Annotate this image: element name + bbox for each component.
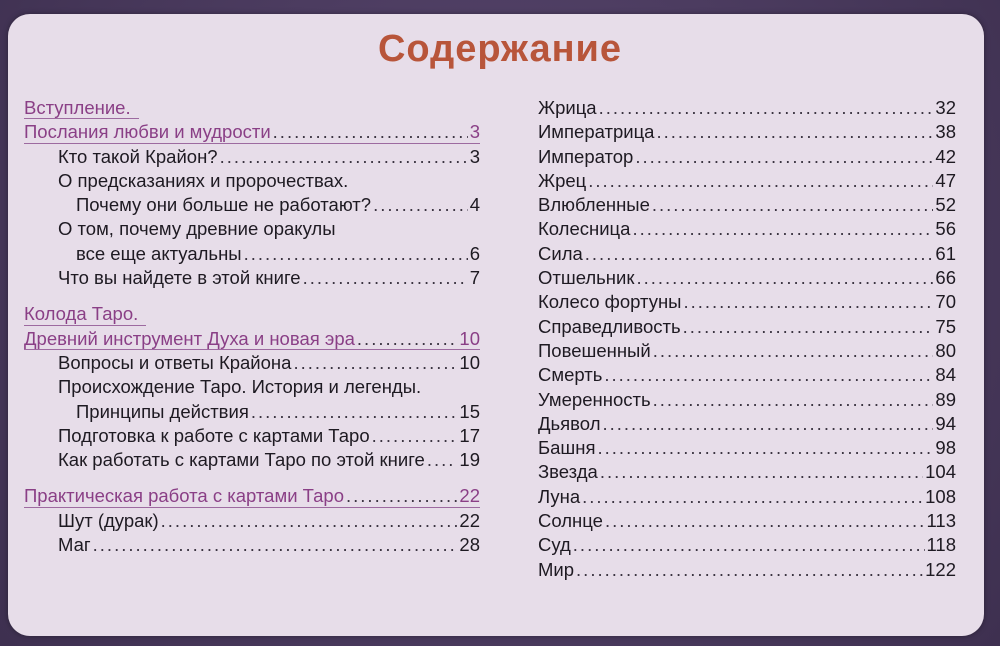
page-number: 56	[935, 218, 956, 240]
entry-title: Суд	[538, 534, 571, 556]
entry-title: Послания любви и мудрости	[24, 121, 271, 143]
entry-title: Вопросы и ответы Крайона	[58, 351, 292, 373]
entry-title: Шут (дурак)	[58, 509, 159, 531]
dot-leader	[576, 558, 923, 582]
page-number: 84	[935, 364, 956, 386]
entry-title: Жрица	[538, 97, 597, 118]
toc-entry	[538, 169, 956, 193]
dot-leader	[588, 169, 933, 193]
entry-title: Умеренность	[538, 388, 651, 410]
page-number: 42	[935, 145, 956, 167]
toc-entry	[538, 120, 956, 144]
entry-title: Отшельник	[538, 267, 635, 289]
entry-title: Колода Таро.	[24, 303, 139, 325]
dot-leader	[293, 351, 457, 375]
entry-title: все еще актуальны	[76, 242, 242, 264]
page-number: 80	[935, 339, 956, 361]
toc-entry	[24, 242, 480, 266]
section-heading	[24, 302, 480, 326]
toc-entry	[24, 266, 480, 290]
entry-title: Колесница	[538, 218, 631, 240]
dot-leader	[244, 242, 468, 266]
entry-title: Звезда	[538, 461, 598, 483]
page-title: Содержание	[377, 28, 623, 70]
entry-title: Справедливость	[538, 315, 681, 337]
page-number: 113	[926, 510, 956, 532]
dot-leader	[373, 193, 468, 217]
entry-title: Вступление.	[24, 97, 131, 118]
entry-title: Древний инструмент Духа и новая эра	[24, 327, 355, 349]
entry-title: Солнце	[538, 510, 603, 532]
section-underline	[24, 143, 480, 144]
toc-entry	[538, 339, 956, 363]
toc-entry	[538, 193, 956, 217]
entry-title: Подготовка к работе с картами Таро	[58, 424, 370, 446]
entry-title: Сила	[538, 242, 583, 264]
toc-entry	[24, 193, 480, 217]
section-underline	[24, 507, 480, 508]
page-number: 61	[935, 242, 956, 264]
dot-leader	[251, 400, 458, 424]
section-entry	[24, 484, 480, 508]
page-number: 104	[925, 461, 956, 483]
toc-entry	[538, 558, 956, 582]
toc-entry	[538, 388, 956, 412]
entry-title: Дьявол	[538, 412, 601, 434]
page-number: 10	[459, 351, 480, 373]
entry-title: Как работать с картами Таро по этой книге	[58, 449, 425, 471]
dot-leader	[656, 120, 933, 144]
toc-entry-line	[24, 169, 480, 193]
entry-title: Повешенный	[538, 339, 651, 361]
toc-entry-line	[24, 217, 480, 241]
dot-leader	[605, 509, 925, 533]
dot-leader	[427, 448, 458, 472]
section-gap	[24, 472, 480, 484]
section-heading	[24, 96, 480, 120]
toc-entry	[24, 448, 480, 472]
dot-leader	[683, 315, 934, 339]
entry-title: О предсказаниях и пророчествах.	[58, 169, 349, 191]
page-number: 98	[935, 437, 956, 459]
toc-entry	[538, 436, 956, 460]
dot-leader	[220, 145, 468, 169]
toc-entry	[538, 145, 956, 169]
toc-entry	[24, 424, 480, 448]
toc-entry	[24, 533, 480, 557]
page-number: 6	[469, 242, 480, 264]
dot-leader	[161, 509, 458, 533]
page-number: 94	[935, 412, 956, 434]
toc-entry	[538, 412, 956, 436]
section-underline	[24, 118, 139, 119]
toc-entry	[538, 290, 956, 314]
entry-title: Императрица	[538, 121, 655, 143]
page-number: 118	[926, 534, 956, 556]
toc-entry	[538, 96, 956, 120]
page-number: 10	[459, 327, 480, 349]
page-number: 38	[935, 121, 956, 143]
dot-leader	[357, 327, 458, 351]
entry-title: Жрец	[538, 169, 587, 191]
toc-entry	[538, 242, 956, 266]
dot-leader	[599, 96, 934, 120]
toc-entry	[538, 217, 956, 241]
dot-leader	[653, 339, 934, 363]
toc-entry	[24, 351, 480, 375]
dot-leader	[600, 460, 923, 484]
section-gap	[24, 290, 480, 302]
dot-leader	[632, 217, 933, 241]
dot-leader	[372, 424, 458, 448]
dot-leader	[683, 290, 933, 314]
entry-title: Мир	[538, 558, 575, 580]
page-number: 7	[469, 267, 480, 289]
entry-title: О том, почему древние оракулы	[58, 218, 336, 240]
page-number: 17	[459, 424, 480, 446]
contents-left-column	[24, 96, 480, 557]
entry-title: Маг	[58, 534, 91, 556]
page-number: 70	[935, 291, 956, 313]
dot-leader	[636, 266, 933, 290]
contents-right-column	[538, 96, 956, 582]
entry-title: Смерть	[538, 364, 603, 386]
page-number: 52	[935, 194, 956, 216]
dot-leader	[573, 533, 925, 557]
entry-title: Принципы действия	[76, 400, 249, 422]
section-underline	[24, 349, 480, 350]
toc-entry-line	[24, 375, 480, 399]
entry-title: Луна	[538, 485, 581, 507]
page-number: 66	[935, 267, 956, 289]
section-underline	[24, 325, 146, 326]
entry-title: Колесо фортуны	[538, 291, 682, 313]
entry-title: Почему они больше не работают?	[76, 194, 372, 216]
page-number: 28	[459, 534, 480, 556]
page-number: 47	[935, 169, 956, 191]
dot-leader	[602, 412, 933, 436]
toc-entry	[24, 400, 480, 424]
dot-leader	[604, 363, 933, 387]
page-number: 22	[459, 485, 480, 507]
page-number: 75	[935, 315, 956, 337]
dot-leader	[93, 533, 458, 557]
section-entry	[24, 120, 480, 144]
page-number: 4	[469, 194, 480, 216]
dot-leader	[303, 266, 468, 290]
page-number: 3	[469, 121, 480, 143]
section-entry	[24, 327, 480, 351]
toc-entry	[24, 145, 480, 169]
dot-leader	[582, 485, 923, 509]
entry-title: Кто такой Крайон?	[58, 145, 218, 167]
toc-entry	[538, 363, 956, 387]
entry-title: Влюбленные	[538, 194, 650, 216]
entry-title: Император	[538, 145, 634, 167]
entry-title: Практическая работа с картами Таро	[24, 485, 345, 507]
dot-leader	[598, 436, 934, 460]
toc-entry	[538, 315, 956, 339]
page-number: 22	[459, 509, 480, 531]
toc-entry	[538, 485, 956, 509]
dot-leader	[635, 145, 933, 169]
toc-entry	[538, 266, 956, 290]
entry-title: Башня	[538, 437, 596, 459]
dot-leader	[653, 388, 934, 412]
dot-leader	[585, 242, 934, 266]
entry-title: Что вы найдете в этой книге	[58, 267, 301, 289]
page-number: 19	[459, 449, 480, 471]
toc-entry	[538, 460, 956, 484]
dot-leader	[273, 120, 468, 144]
page-number: 15	[459, 400, 480, 422]
toc-entry	[24, 509, 480, 533]
page-number: 3	[469, 145, 480, 167]
dot-leader	[346, 484, 457, 508]
toc-entry	[538, 509, 956, 533]
page-number: 108	[925, 485, 956, 507]
toc-entry	[538, 533, 956, 557]
entry-title: Происхождение Таро. История и легенды.	[58, 376, 422, 398]
page-number: 32	[935, 97, 956, 118]
page-number: 122	[925, 558, 956, 580]
page-number: 89	[935, 388, 956, 410]
dot-leader	[652, 193, 934, 217]
